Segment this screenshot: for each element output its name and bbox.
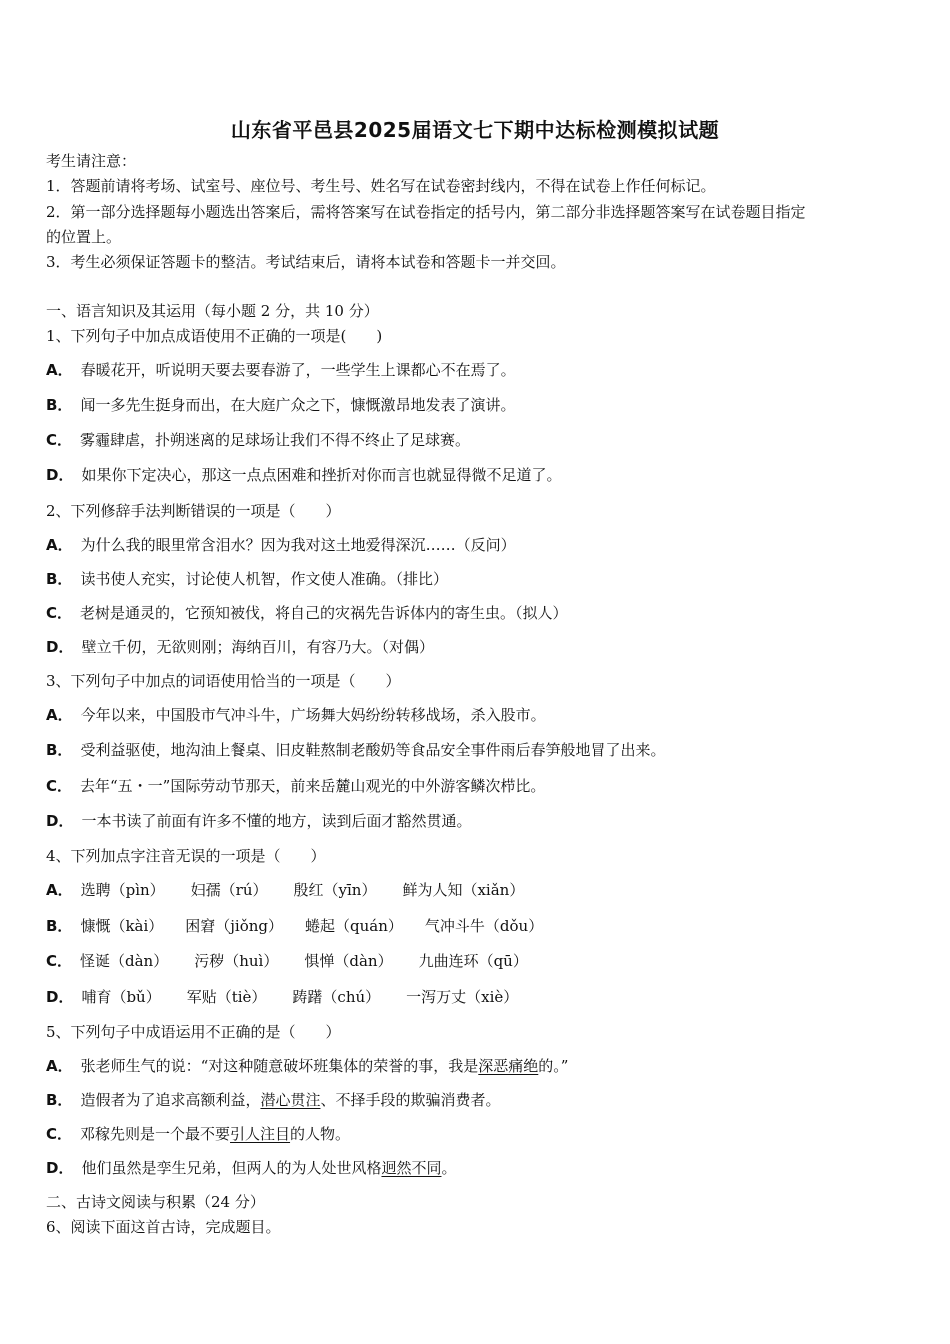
pinyin-word: 哺育（bǔ） <box>81 988 161 1006</box>
option-text: 如果你下定决心，那这一点点困难和挫折对你而言也就显得微不足道了。 <box>81 466 562 484</box>
option-text: 一本书读了前面有许多不懂的地方，读到后面才豁然贯通。 <box>81 812 472 830</box>
pinyin-word: 困窘（jiǒng） <box>185 917 284 935</box>
option-a[interactable] <box>46 535 516 555</box>
option-c[interactable] <box>46 430 470 450</box>
pinyin-word: 妇孺（rú） <box>190 881 268 899</box>
option-c[interactable] <box>46 951 528 971</box>
option-b[interactable] <box>46 569 448 589</box>
option-letter: D． <box>46 466 74 484</box>
option-c[interactable] <box>46 776 545 796</box>
option-letter: C． <box>46 431 73 449</box>
option-letter: D． <box>46 638 74 656</box>
option-letter: D． <box>46 1159 74 1177</box>
option-letter: C． <box>46 1125 73 1143</box>
notice-heading: 考生请注意： <box>46 152 137 170</box>
option-letter: A． <box>46 706 73 724</box>
option-text: 去年“五・一”国际劳动节那天，前来岳麓山观光的中外游客鳞次栉比。 <box>80 777 546 795</box>
option-b[interactable] <box>46 740 665 760</box>
option-text: 造假者为了追求高额利益， <box>80 1091 261 1109</box>
option-letter: B． <box>46 570 73 588</box>
option-letter: B． <box>46 917 73 935</box>
option-a[interactable] <box>46 705 546 725</box>
option-b[interactable] <box>46 1090 500 1110</box>
notice-item: 2．第一部分选择题每小题选出答案后，需将答案写在试卷指定的括号内，第二部分非选择题答案写在试卷题目指定 <box>46 203 806 221</box>
option-d[interactable] <box>46 1158 457 1178</box>
underlined-idiom: 潜心贯注 <box>260 1091 321 1109</box>
option-d[interactable] <box>46 987 518 1007</box>
option-text: 壁立千仞，无欲则刚；海纳百川，有容乃大。（对偶） <box>81 638 434 656</box>
question-stem: 5、下列句子中成语运用不正确的是（ ） <box>46 1023 341 1041</box>
option-text: 读书使人充实，讨论使人机智，作文使人准确。（排比） <box>80 570 448 588</box>
section-heading: 二、古诗文阅读与积累（24 分） <box>46 1193 265 1211</box>
pinyin-word: 气冲斗牛（dǒu） <box>424 917 544 935</box>
option-letter: B． <box>46 1091 73 1109</box>
option-a[interactable] <box>46 360 516 380</box>
pinyin-word: 九曲连环（qū） <box>418 952 528 970</box>
pinyin-word: 惧惮（dàn） <box>304 952 393 970</box>
question-stem: 2、下列修辞手法判断错误的一项是（ ） <box>46 502 341 520</box>
option-letter: B． <box>46 396 73 414</box>
option-text: 雾霾肆虐，扑朔迷离的足球场让我们不得不终止了足球赛。 <box>80 431 471 449</box>
notice-item: 的位置上。 <box>46 228 122 246</box>
pinyin-word: 鲜为人知（xiǎn） <box>402 881 525 899</box>
pinyin-word: 蜷起（quán） <box>305 917 403 935</box>
page-title: 山东省平邑县2025届语文七下期中达标检测模拟试题 <box>230 118 720 142</box>
question-stem: 3、下列句子中加点的词语使用恰当的一项是（ ） <box>46 672 401 690</box>
option-letter: A． <box>46 1057 73 1075</box>
option-letter: D． <box>46 812 74 830</box>
pinyin-word: 踌躇（chú） <box>292 988 381 1006</box>
option-letter: C． <box>46 604 73 622</box>
option-text: 邓稼先则是一个最不要 <box>80 1125 231 1143</box>
option-c[interactable] <box>46 1124 350 1144</box>
option-letter: B． <box>46 741 73 759</box>
option-d[interactable] <box>46 637 434 657</box>
option-text: 。 <box>441 1159 457 1177</box>
option-c[interactable] <box>46 603 568 623</box>
option-letter: C． <box>46 777 73 795</box>
option-letter: C． <box>46 952 73 970</box>
pinyin-word: 慷慨（kài） <box>80 917 164 935</box>
option-text: 、不择手段的欺骗消费者。 <box>320 1091 501 1109</box>
option-letter: A． <box>46 536 73 554</box>
option-text: 为什么我的眼里常含泪水？因为我对这土地爱得深沉……（反问） <box>80 536 516 554</box>
option-text: 的人物。 <box>290 1125 351 1143</box>
option-text: 他们虽然是孪生兄弟，但两人的为人处世风格 <box>81 1159 382 1177</box>
option-letter: A． <box>46 361 73 379</box>
question-stem: 4、下列加点字注音无误的一项是（ ） <box>46 847 326 865</box>
section-heading: 一、语言知识及其运用（每小题 2 分，共 10 分） <box>46 302 379 320</box>
pinyin-word: 一泻万丈（xiè） <box>406 988 519 1006</box>
notice-item: 3．考生必须保证答题卡的整洁。考试结束后，请将本试卷和答题卡一并交回。 <box>46 253 566 271</box>
notice-item: 1．答题前请将考场、试室号、座位号、考生号、姓名写在试卷密封线内，不得在试卷上作任何标记。 <box>46 177 716 195</box>
pinyin-word: 污秽（huì） <box>194 952 279 970</box>
option-text: 张老师生气的说：“对这种随意破坏班集体的荣誉的事，我是 <box>80 1057 479 1075</box>
question-stem: 1、下列句子中加点成语使用不正确的一项是( ) <box>46 327 383 345</box>
option-a[interactable] <box>46 880 524 900</box>
option-text: 闻一多先生挺身而出，在大庭广众之下，慷慨激昂地发表了演讲。 <box>80 396 516 414</box>
option-text: 的。” <box>538 1057 569 1075</box>
option-d[interactable] <box>46 811 471 831</box>
option-letter: D． <box>46 988 74 1006</box>
option-text: 老树是通灵的，它预知被伐，将自己的灾祸先告诉体内的寄生虫。（拟人） <box>80 604 568 622</box>
option-text: 今年以来，中国股市气冲斗牛，广场舞大妈纷纷转移战场，杀入股市。 <box>80 706 546 724</box>
pinyin-word: 怪诞（dàn） <box>80 952 169 970</box>
option-a[interactable] <box>46 1056 568 1076</box>
pinyin-word: 选聘（pìn） <box>80 881 165 899</box>
pinyin-word: 殷红（yīn） <box>293 881 377 899</box>
option-text: 春暖花开，听说明天要去要春游了，一些学生上课都心不在焉了。 <box>80 361 516 379</box>
pinyin-word: 军贴（tiè） <box>186 988 267 1006</box>
underlined-idiom: 迥然不同 <box>381 1159 442 1177</box>
underlined-idiom: 引人注目 <box>230 1125 291 1143</box>
option-b[interactable] <box>46 395 515 415</box>
option-letter: A． <box>46 881 73 899</box>
question-stem: 6、阅读下面这首古诗，完成题目。 <box>46 1218 281 1236</box>
option-d[interactable] <box>46 465 561 485</box>
underlined-idiom: 深恶痛绝 <box>478 1057 539 1075</box>
option-text: 受利益驱使，地沟油上餐桌、旧皮鞋熬制老酸奶等食品安全事件雨后春笋般地冒了出来。 <box>80 741 666 759</box>
option-b[interactable] <box>46 916 543 936</box>
